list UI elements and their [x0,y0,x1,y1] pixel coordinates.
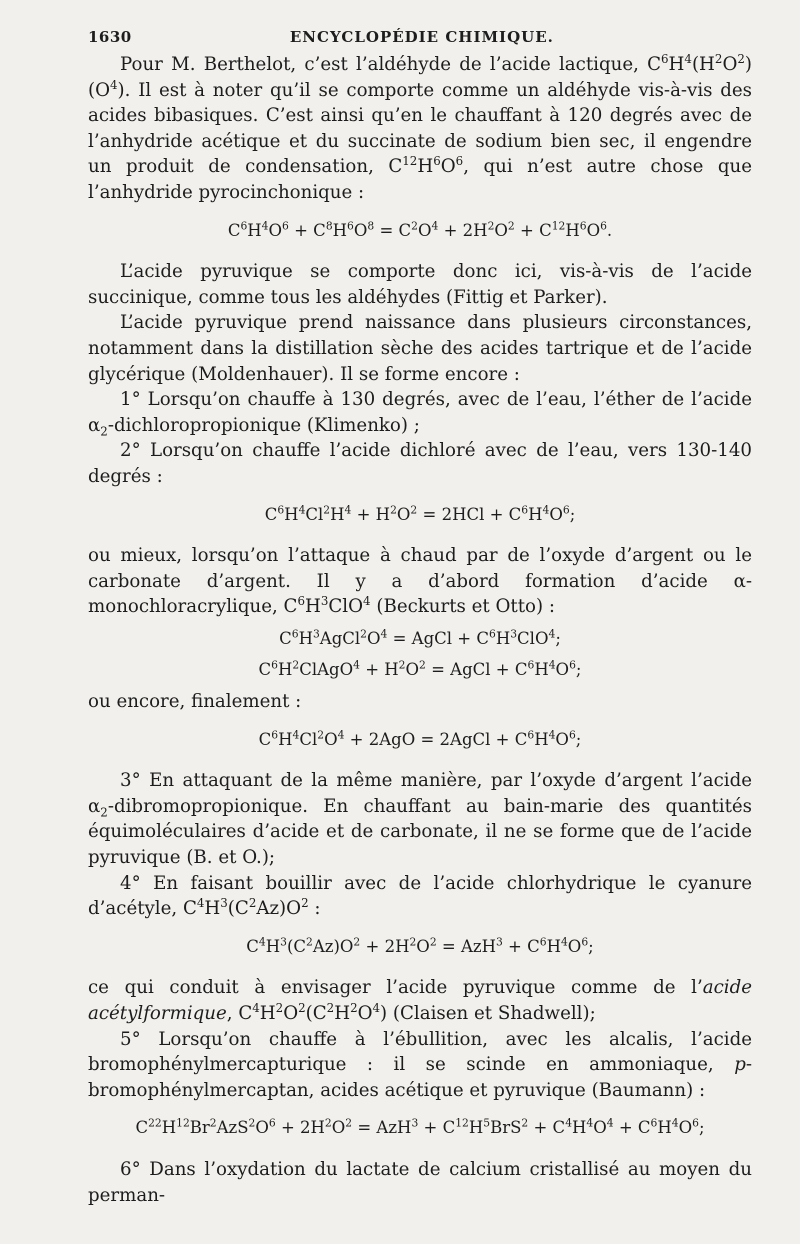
paragraph: Pour M. Berthelot, c’est l’aldéhyde de l’acide lactique, $C^6H^4(H^2O^2)(O^4)$. Il est à noter qu’il se comporte comme un aldéhyde vis-à-vis des acides bibasiques. C’est ainsi qu’en le chauffant à 120 degrés avec de l’anhydride acétique et du succinate de sodium bien sec, il engendre un produit de condensation, $C^{12}H^6O^6$, qui n’est autre chose que l’anhydride pyrocinchonique : [88,51,752,203]
paragraph: 5° Lorsqu’on chauffe à l’ébullition, avec les alcalis, l’acide bromophénylmercapturique : il se scinde en ammoniaque, p-bromophénylmercaptan, acides acétique et pyruvique (Baumann) : [88,1028,752,1101]
chemical-equation: $C^6H^4Cl^2H^4 + H^2O^2 = 2HCl + C^6H^4O^6$; [264,503,576,524]
paragraph: L’acide pyruvique se comporte donc ici, vis-à-vis de l’acide succinique, comme tous les aldéhydes (Fittig et Parker). [88,261,752,308]
paragraph: ou mieux, lorsqu’on l’attaque à chaud par de l’oxyde d’argent ou le carbonate d’argent. Il y a d’abord formation d’acide α-monochloracrylique, $C^6H^3ClO^4$ (Beckurts et Otto) : [88,545,752,618]
paragraph: 2° Lorsqu’on chauffe l’acide dichloré avec de l’eau, vers 130-140 degrés : [88,440,752,487]
chemical-equation: $C^6H^4Cl^2O^4 + 2AgO$ = 2AgCl + $C^6H^4O^6$; [258,728,582,749]
running-title: ENCYCLOPÉDIE CHIMIQUE. [289,28,554,46]
paragraph: L’acide pyruvique prend naissance dans plusieurs circonstances, notamment dans la distillation sèche des acides tartrique et de l’acide glycérique (Moldenhauer). Il se forme encore : [88,312,752,385]
paragraph: 6° Dans l’oxydation du lactate de calcium cristallisé au moyen du perman- [88,1158,752,1206]
paragraph: ou encore, finalement : [88,691,302,713]
paragraph: 4° En faisant bouillir avec de l’acide chlorhydrique le cyanure d’acétyle, $C^4H^3(C^2Az)O^2$ : [88,872,752,920]
page-number: 1630 [88,28,132,46]
running-header [88,28,752,46]
chemical-equation: $C^4H^3(C^2Az)O^2 + 2H^2O^2 = AzH^3 + C^6H^4O^6$; [246,935,594,956]
chemical-equation: $C^6H^4O^6 + C^8H^6O^8 = C^2O^4 + 2H^2O^2 + C^{12}H^6O^6$. [227,219,613,240]
paragraph: ce qui conduit à envisager l’acide pyruvique comme de l’acide acétylformique, $C^4H^2O^2(C^2H^2O^4)$ (Claisen et Shadwell); [88,977,752,1024]
chemical-equation: $C^6H^2ClAgO^4 + H^2O^2$ = AgCl + $C^6H^4O^6$; [258,658,582,680]
paragraph: 3° En attaquant de la même manière, par l’oxyde d’argent l’acide $\alpha_2$-dibromopropionique. En chauffant au bain-marie des quantités équimoléculaires d’acide et de carbonate, il ne se forme que de l’acide pyruvique (B. et O.); [88,770,752,869]
chemical-equation: $C^{22}H^{12}Br^2AzS^2O^6 + 2H^2O^2 = AzH^3 + C^{12}H^5BrS^2 + C^4H^4O^4 + C^6H^4O^6$; [135,1116,705,1138]
paragraph: 1° Lorsqu’on chauffe à 130 degrés, avec de l’eau, l’éther de l’acide $\alpha_2$-dichloropropionique (Klimenko) ; [88,389,752,439]
page-body [88,52,752,1208]
chemical-equation: $C^6H^3AgCl^2O^4$ = AgCl + $C^6H^3ClO^4$; [279,627,561,648]
